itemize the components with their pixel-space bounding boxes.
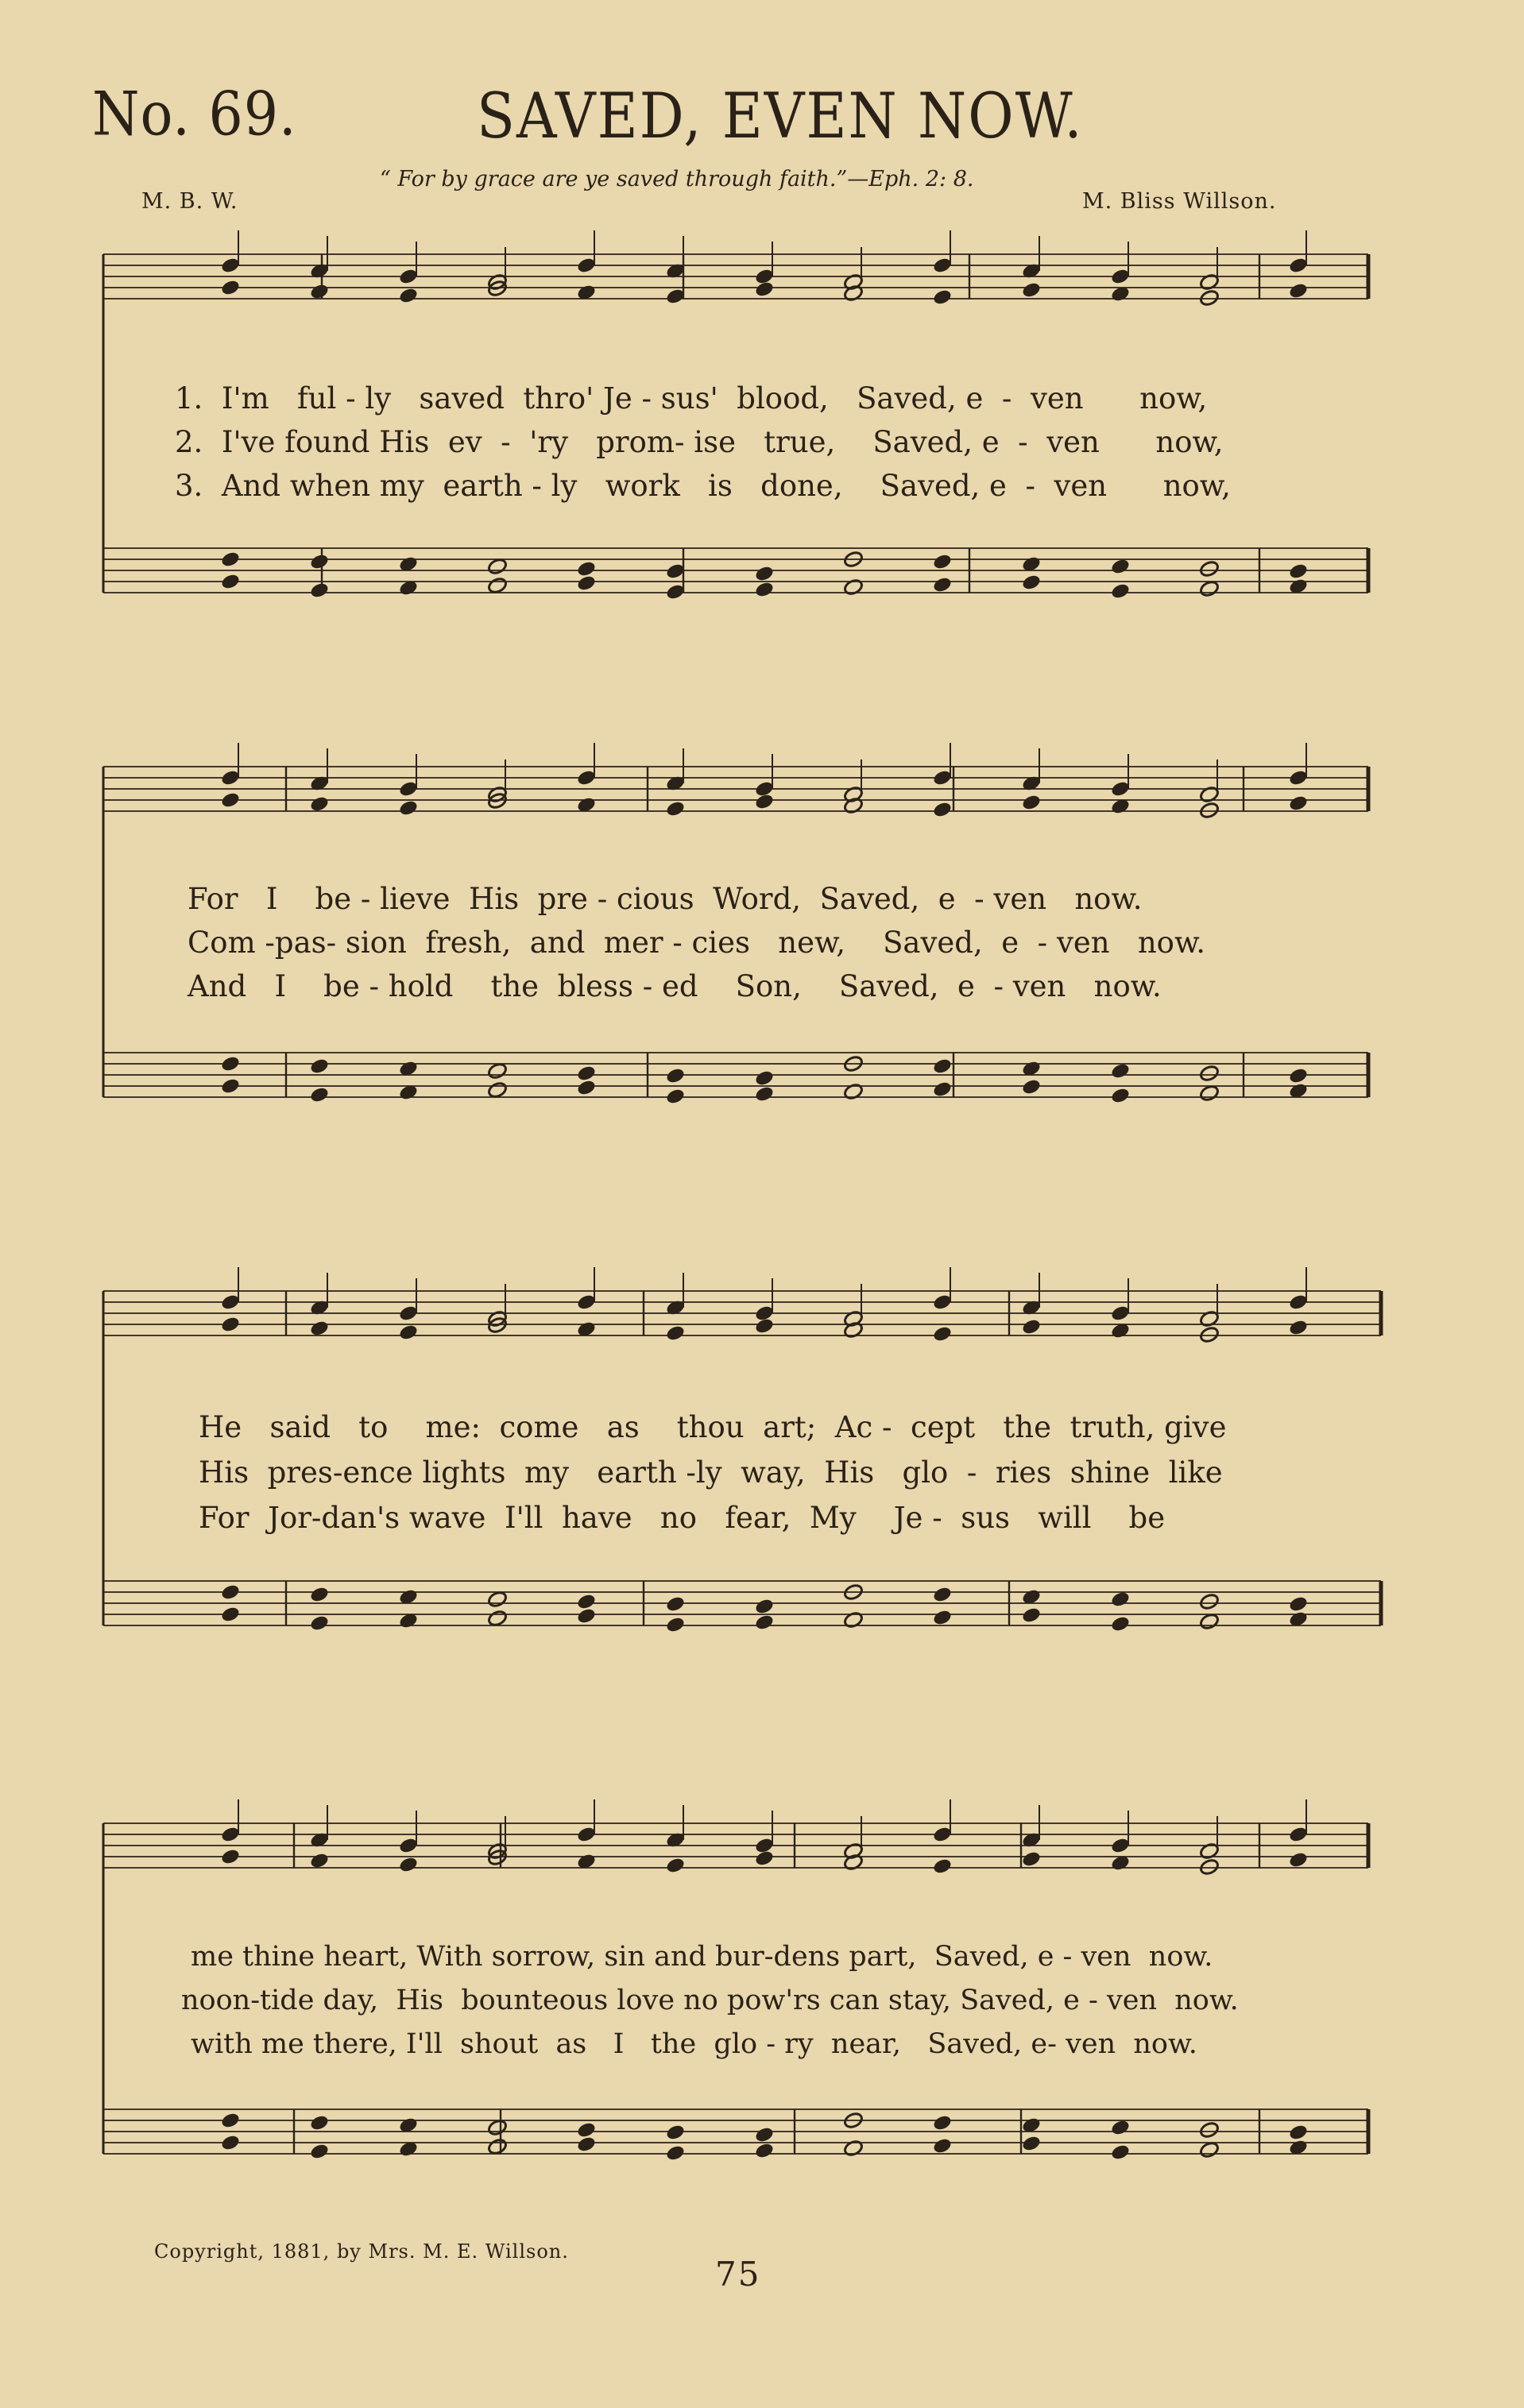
- note-head: [309, 2114, 330, 2132]
- note-head: [1021, 574, 1042, 592]
- note-head: [309, 1586, 330, 1604]
- note-head: [754, 581, 775, 599]
- note-head: [1199, 1593, 1220, 1611]
- epigraph: “ For by grace are ye saved through faith.”—Eph. 2: 8.: [380, 167, 974, 191]
- note-head: [487, 2119, 508, 2137]
- lyric-line: He said to me: come as thou art; Ac - cept the truth, give: [199, 1410, 1227, 1444]
- note-head: [754, 2126, 775, 2144]
- composer-credit: M. Bliss Willson.: [1082, 189, 1277, 214]
- note-head: [487, 1610, 508, 1628]
- note-head: [487, 558, 508, 576]
- hymn-number: No. 69.: [92, 79, 297, 150]
- note-head: [576, 1065, 597, 1083]
- note-head: [665, 1857, 686, 1875]
- note-head: [932, 1325, 953, 1343]
- note-head: [487, 577, 508, 595]
- lyric-line: For I be - lieve His pre - cious Word, Saved, e - ven now.: [188, 882, 1143, 916]
- note-head: [220, 1606, 241, 1624]
- note-head: [309, 553, 330, 571]
- note-head: [220, 1583, 241, 1602]
- note-head: [1110, 2119, 1131, 2137]
- note-head: [309, 1320, 330, 1338]
- note-head: [932, 1857, 953, 1876]
- note-head: [1199, 1084, 1220, 1103]
- note-head: [754, 1598, 775, 1616]
- note-head: [220, 1055, 241, 1073]
- note-head: [1288, 2124, 1309, 2142]
- note-head: [220, 573, 241, 591]
- note-head: [1021, 1078, 1042, 1096]
- note-head: [665, 1595, 686, 1614]
- note-head: [220, 791, 241, 810]
- note-head: [309, 2143, 330, 2161]
- note-head: [665, 1088, 686, 1106]
- note-head: [220, 551, 241, 569]
- note-head: [220, 1077, 241, 1096]
- note-head: [487, 1062, 508, 1080]
- note-head: [1199, 2141, 1220, 2159]
- note-head: [576, 1607, 597, 1625]
- note-head: [1199, 1065, 1220, 1083]
- note-head: [754, 793, 775, 811]
- note-head: [398, 287, 419, 305]
- note-head: [576, 574, 597, 593]
- note-head: [398, 799, 419, 817]
- note-head: [220, 1848, 241, 1866]
- note-head: [754, 1069, 775, 1088]
- note-head: [754, 565, 775, 583]
- note-head: [843, 1611, 864, 1629]
- note-head: [932, 1586, 953, 1604]
- note-head: [754, 1849, 775, 1868]
- note-head: [1110, 1591, 1131, 1609]
- page-number: 75: [715, 2255, 761, 2294]
- note-head: [665, 1616, 686, 1634]
- note-head: [1288, 1067, 1309, 1085]
- note-head: [398, 1856, 419, 1874]
- note-head: [1110, 1087, 1131, 1105]
- note-head: [1110, 582, 1131, 601]
- lyricist-credit: M. B. W.: [141, 189, 238, 214]
- note-head: [1288, 1595, 1309, 1614]
- note-head: [754, 280, 775, 299]
- hymn-title: SAVED, EVEN NOW.: [477, 79, 1084, 153]
- note-head: [754, 2142, 775, 2160]
- note-head: [1288, 282, 1309, 300]
- note-head: [1110, 1062, 1131, 1080]
- note-head: [309, 1086, 330, 1104]
- note-head: [754, 1317, 775, 1335]
- note-head: [576, 1079, 597, 1097]
- note-head: [843, 1083, 864, 1101]
- note-head: [309, 283, 330, 301]
- lyric-line: And I be - hold the bless - ed Son, Saved, e - ven now.: [188, 969, 1162, 1003]
- note-head: [843, 578, 864, 597]
- note-head: [1021, 1318, 1042, 1336]
- lyric-line: His pres-ence lights my earth -ly way, His glo - ries shine like: [199, 1455, 1223, 1490]
- lyric-line: me thine heart, With sorrow, sin and bur-dens part, Saved, e - ven now.: [191, 1941, 1213, 1973]
- note-head: [1021, 794, 1042, 812]
- note-head: [576, 560, 597, 578]
- note-head: [932, 1609, 953, 1627]
- note-head: [309, 582, 330, 600]
- note-head: [1021, 281, 1042, 300]
- note-head: [487, 2138, 508, 2156]
- note-head: [1110, 558, 1131, 576]
- note-head: [1021, 2135, 1042, 2153]
- note-head: [754, 1614, 775, 1632]
- note-head: [309, 795, 330, 814]
- note-head: [665, 1067, 686, 1085]
- note-head: [932, 1080, 953, 1099]
- lyric-line: 1. I'm ful - ly saved thro' Je - sus' blood, Saved, e - ven now,: [175, 381, 1208, 416]
- note-head: [1288, 1851, 1309, 1869]
- note-head: [1199, 289, 1220, 307]
- note-head: [1199, 1326, 1220, 1344]
- note-head: [576, 1593, 597, 1611]
- note-head: [932, 2137, 953, 2155]
- lyric-line: with me there, I'll shout as I the glo - ry near, Saved, e- ven now.: [191, 2028, 1197, 2060]
- note-head: [665, 1324, 686, 1343]
- note-head: [220, 2112, 241, 2130]
- lyric-line: 3. And when my earth - ly work is done, Saved, e - ven now,: [175, 469, 1231, 503]
- note-head: [665, 2144, 686, 2163]
- note-head: [220, 279, 241, 297]
- note-head: [932, 801, 953, 819]
- note-head: [1021, 1606, 1042, 1625]
- note-head: [576, 2121, 597, 2139]
- note-head: [309, 1614, 330, 1633]
- note-head: [220, 1316, 241, 1334]
- note-head: [932, 576, 953, 594]
- note-head: [487, 1591, 508, 1609]
- note-head: [665, 2124, 686, 2142]
- note-head: [1110, 2143, 1131, 2162]
- note-head: [1199, 1858, 1220, 1877]
- note-head: [220, 2134, 241, 2152]
- note-head: [309, 1057, 330, 1076]
- lyric-line: noon-tide day, His bounteous love no pow'rs can stay, Saved, e - ven now.: [181, 1985, 1239, 2016]
- note-head: [932, 288, 953, 307]
- note-head: [1021, 1850, 1042, 1869]
- note-head: [1199, 1613, 1220, 1631]
- note-head: [1199, 580, 1220, 598]
- note-head: [754, 1085, 775, 1104]
- note-head: [1199, 802, 1220, 820]
- note-head: [1110, 1615, 1131, 1633]
- copyright-notice: Copyright, 1881, by Mrs. M. E. Willson.: [154, 2240, 569, 2263]
- note-head: [932, 553, 953, 571]
- note-head: [1199, 560, 1220, 578]
- note-head: [1288, 1319, 1309, 1337]
- note-head: [398, 1324, 419, 1342]
- note-head: [309, 1852, 330, 1870]
- lyric-line: For Jor-dan's wave I'll have no fear, My Je - sus will be: [199, 1501, 1166, 1535]
- note-head: [665, 800, 686, 818]
- note-head: [1288, 794, 1309, 813]
- lyric-line: Com -pas- sion fresh, and mer - cies new, Saved, e - ven now.: [188, 926, 1205, 960]
- note-head: [487, 1081, 508, 1100]
- lyric-line: 2. I've found His ev - 'ry prom- ise true, Saved, e - ven now,: [175, 425, 1224, 459]
- note-head: [1199, 2121, 1220, 2139]
- note-head: [932, 1057, 953, 1076]
- note-head: [843, 2139, 864, 2158]
- note-head: [1288, 562, 1309, 581]
- note-head: [576, 2136, 597, 2154]
- note-head: [932, 2114, 953, 2132]
